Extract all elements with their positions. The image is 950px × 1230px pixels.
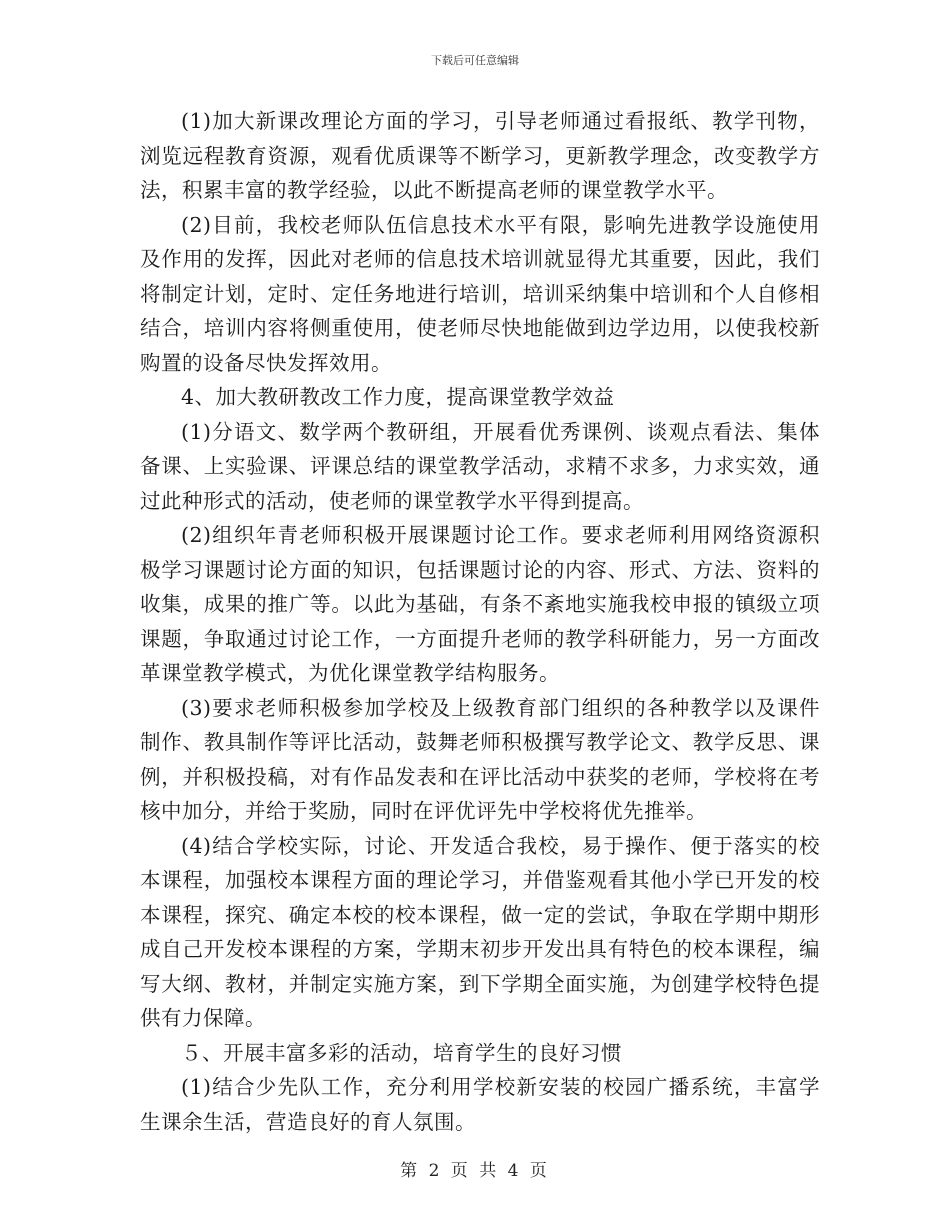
paragraph-6: (4)结合学校实际，讨论、开发适合我校，易于操作、便于落实的校本课程，加强校本课程方面的理论学习，并借鉴观看其他小学已开发的校本课程，探究、确定本校的校本课程，做一定的尝试，争取在学期中期形成自己开发校本课程的方案，学期末初步开发出具有特色的校本课程，编写大纲、教材，并制定实施方案，到下学期全面实施，为创建学校特色提供有力保障。 [140, 833, 820, 1030]
page-footer: 第 2 页 共 4 页 [400, 1161, 550, 1181]
section-heading-4: 4、加大教研教改工作力度，提高课堂教学效益 [181, 385, 615, 409]
paragraph-7: (1)结合少先队工作，充分利用学校新安装的校园广播系统，丰富学生课余生活，营造良好的育人氛围。 [140, 1075, 820, 1134]
paragraph-4: (2)组织年青老师积极开展课题讨论工作。要求老师利用网络资源积极学习课题讨论方面的知识，包括课题讨论的内容、形式、方法、资料的收集，成果的推广等。以此为基础，有条不紊地实施我校申报的镇级立项课题，争取通过讨论工作，一方面提升老师的教学科研能力，另一方面改革课堂教学模式，为优化课堂教学结构服务。 [140, 523, 820, 685]
paragraph-3: (1)分语文、数学两个教研组，开展看优秀课例、谈观点看法、集体备课、上实验课、评课总结的课堂教学活动，求精不求多，力求实效，通过此种形式的活动，使老师的课堂教学水平得到提高。 [140, 419, 820, 513]
paragraph-2: (2)目前，我校老师队伍信息技术水平有限，影响先进教学设施使用及作用的发挥，因此对老师的信息技术培训就显得尤其重要，因此，我们将制定计划，定时、定任务地进行培训，培训采纳集中培训和个人自修相结合，培训内容将侧重使用，使老师尽快地能做到边学边用，以使我校新购置的设备尽快发挥效用。 [140, 212, 820, 375]
section-heading-5: ５、开展丰富多彩的活动，培育学生的良好习惯 [181, 1040, 622, 1065]
document-body [140, 104, 820, 1139]
page-header: 下载后可任意编辑 [431, 54, 519, 67]
paragraph-1: (1)加大新课改理论方面的学习，引导老师通过看报纸、教学刊物，浏览远程教育资源，观看优质课等不断学习，更新教学理念，改变教学方法，积累丰富的教学经验，以此不断提高老师的课堂教学水平。 [140, 109, 820, 202]
paragraph-5: (3)要求老师积极参加学校及上级教育部门组织的各种教学以及课件制作、教具制作等评比活动，鼓舞老师积极撰写教学论文、教学反思、课例，并积极投稿，对有作品发表和在评比活动中获奖的老师，学校将在考核中加分，并给于奖励，同时在评优评先中学校将优先推举。 [140, 695, 820, 823]
